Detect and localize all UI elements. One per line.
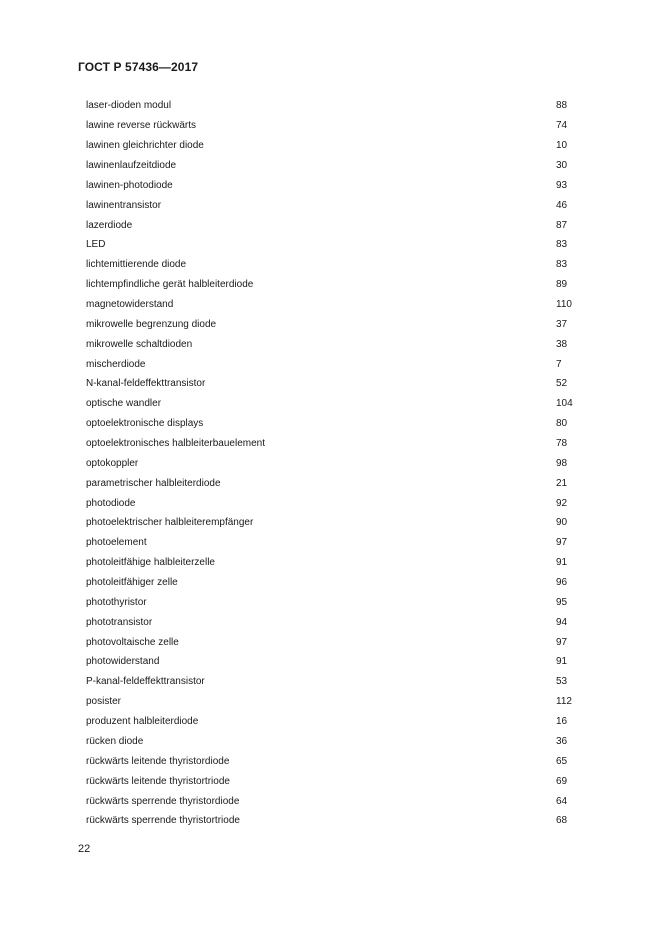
index-entry [86,732,586,752]
index-entry [86,116,586,136]
index-page-ref: 89 [556,279,568,291]
index-term: lawine reverse rückwärts [86,120,197,132]
index-page-ref: 37 [556,318,568,330]
index-page-ref: 104 [556,398,573,410]
index-entry [86,672,586,692]
index-term: photoelement [86,537,147,549]
index-page-ref: 74 [556,120,568,132]
index-entry [86,314,586,334]
index-page-ref: 91 [556,656,568,668]
index-entry [86,136,586,156]
index-entry [86,96,586,116]
index-entry [86,434,586,454]
index-entry [86,751,586,771]
index-term: lazerdiode [86,219,133,231]
index-page-ref: 98 [556,457,568,469]
index-entry [86,632,586,652]
index-page-ref: 88 [556,100,568,112]
index-entry [86,235,586,255]
index-term: laser-dioden modul [86,100,172,112]
index-page-ref: 64 [556,795,568,807]
index-page-ref: 10 [556,140,568,152]
index-page-ref: 97 [556,537,568,549]
index-term: photoelektrischer halbleiterempfänger [86,517,254,529]
index-term: rückwärts sperrende thyristordiode [86,795,240,807]
index-entry [86,553,586,573]
index-entry [86,295,586,315]
index-entry [86,394,586,414]
index-entry [86,156,586,176]
index-page-ref: 38 [556,338,568,350]
index-entry [86,652,586,672]
index-term: parametrischer halbleiterdiode [86,477,221,489]
index-term: photodiode [86,497,136,509]
index-term: lawinen gleichrichter diode [86,140,204,152]
index-term: lawinentransistor [86,199,162,211]
index-page-ref: 97 [556,636,568,648]
index-entry [86,354,586,374]
index-term: rückwärts leitende thyristortriode [86,775,230,787]
index-page-ref: 92 [556,497,568,509]
index-term: lawinenlaufzeitdiode [86,160,177,171]
index-page-ref: 16 [556,716,568,728]
index-entry [86,453,586,473]
index-entry [86,811,586,831]
index-page-ref: 21 [556,477,568,489]
index-term: mikrowelle begrenzung diode [86,318,217,330]
index-term: mikrowelle schaltdioden [86,338,193,350]
index-entry [86,414,586,434]
index-entry [86,533,586,553]
index-page-ref: 110 [556,299,572,311]
index-page-ref: 46 [556,199,568,211]
index-term: rückwärts sperrende thyristortriode [86,815,240,827]
index-page-ref: 96 [556,577,568,589]
index-entry [86,275,586,295]
index-page-ref: 53 [556,676,568,688]
index-term: optokoppler [86,457,139,469]
index-entry [86,215,586,235]
index-entry [86,175,586,195]
index-entry [86,374,586,394]
index-page-ref: 80 [556,418,568,430]
index-entry [86,255,586,275]
index-page-ref: 7 [556,358,562,370]
index-page-ref: 93 [556,179,568,191]
index-term: photoleitfähige halbleiterzelle [86,557,215,569]
index-term: posister [86,696,122,708]
index-list [86,96,586,831]
index-term: lichtempfindliche gerät halbleiterdiode [86,279,254,291]
index-term: N-kanal-feldeffekttransistor [86,378,206,390]
index-entry [86,195,586,215]
index-term: photothyristor [86,596,147,608]
index-term: optoelektronische displays [86,418,204,430]
index-entry [86,791,586,811]
index-term: rückwärts leitende thyristordiode [86,755,230,767]
index-term: lichtemittierende diode [86,259,187,271]
index-page-ref: 91 [556,557,568,569]
index-page-ref: 94 [556,616,568,628]
index-entry [86,473,586,493]
index-entry [86,334,586,354]
index-page-ref: 95 [556,596,568,608]
index-entry [86,771,586,791]
index-entry [86,493,586,513]
index-entry [86,712,586,732]
index-term: photowiderstand [86,656,160,668]
document-header: ГОСТ Р 57436—2017 [78,60,199,74]
index-term: produzent halbleiterdiode [86,716,199,728]
index-entry [86,592,586,612]
index-entry [86,573,586,593]
index-page-ref: 83 [556,239,568,251]
index-term: lawinen-photodiode [86,179,173,191]
index-page-ref: 83 [556,259,568,271]
index-term: phototransistor [86,616,153,628]
index-page-ref: 90 [556,517,568,529]
index-term: photoleitfähiger zelle [86,577,178,589]
index-page-ref: 69 [556,775,568,787]
index-term: LED [86,239,106,251]
index-entry [86,612,586,632]
index-page-ref: 30 [556,160,568,171]
index-page-ref: 68 [556,815,568,827]
index-term: mischerdiode [86,358,146,370]
index-page-ref: 112 [556,696,572,708]
index-term: optoelektronisches halbleiterbauelement [86,438,266,450]
index-entry [86,513,586,533]
index-page-ref: 36 [556,735,568,747]
index-term: optische wandler [86,398,162,410]
page-number: 22 [78,843,91,855]
index-page-ref: 52 [556,378,568,390]
index-term: rücken diode [86,735,144,747]
index-term: photovoltaische zelle [86,636,179,648]
index-entry [86,692,586,712]
index-page-ref: 78 [556,438,568,450]
index-page-ref: 65 [556,755,568,767]
index-term: P-kanal-feldeffekttransistor [86,676,205,688]
index-term: magnetowiderstand [86,299,174,311]
index-page-ref: 87 [556,219,568,231]
